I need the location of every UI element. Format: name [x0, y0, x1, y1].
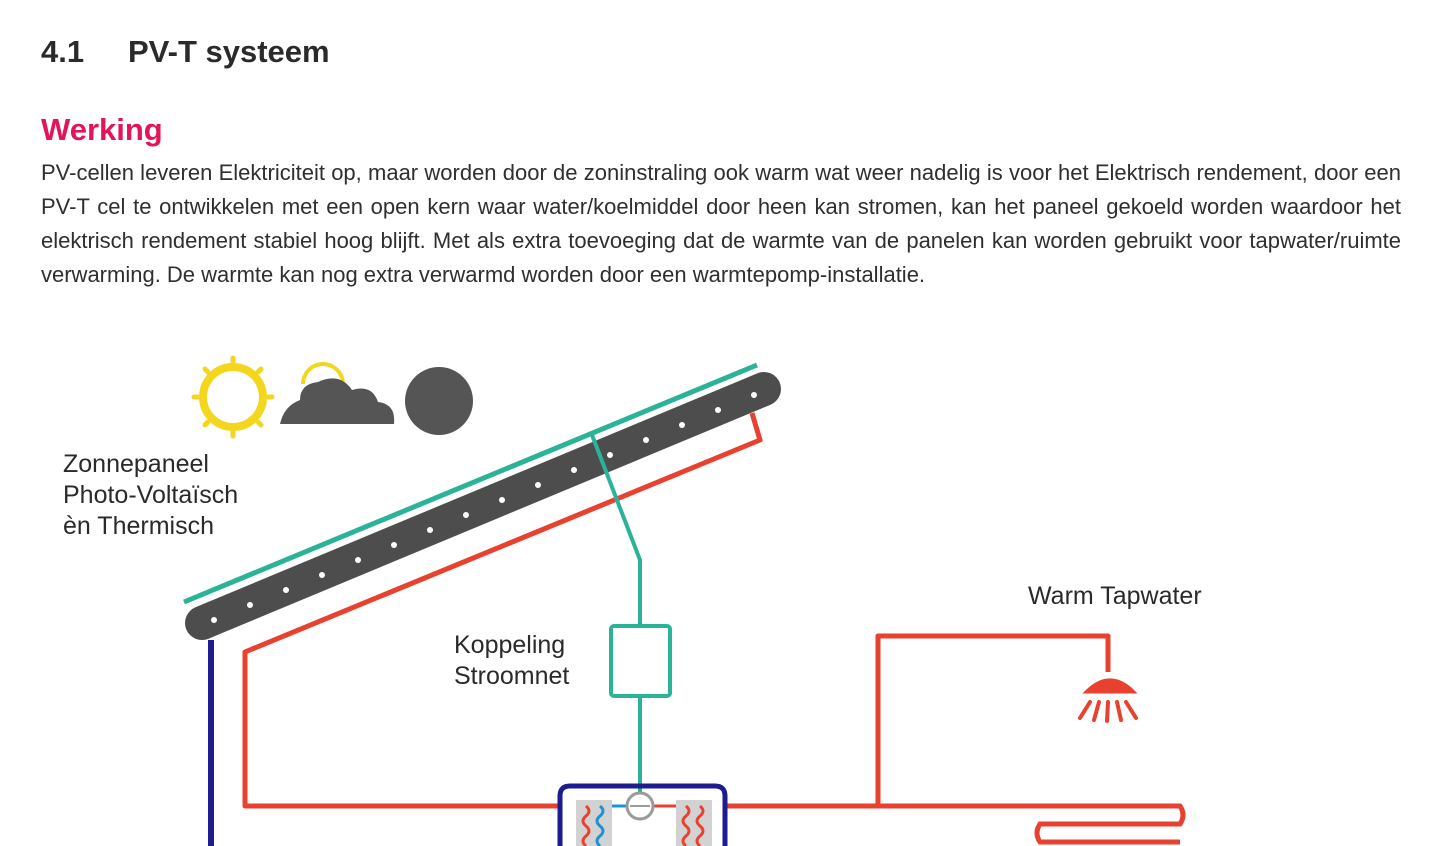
section-number: 4.1: [41, 34, 85, 69]
subheading-werking: Werking: [41, 112, 163, 147]
floor-heating-icon: [1037, 806, 1183, 842]
heat-pump: [560, 786, 725, 846]
shower-icon: [1080, 680, 1136, 721]
panel-label-line1: Zonnepaneel: [63, 450, 209, 478]
section-title: PV-T systeem: [128, 34, 330, 69]
night-icon: [405, 367, 473, 435]
tapwater-label: Warm Tapwater: [1028, 582, 1202, 610]
panel-label-line2: Photo-Voltaïsch: [63, 481, 239, 509]
grid-connection-box: [611, 626, 670, 696]
panel-label: [63, 450, 245, 540]
sun-icon: [194, 358, 272, 436]
grid-label-line2: Stroomnet: [454, 662, 570, 690]
panel-label-line3: èn Thermisch: [63, 512, 214, 540]
grid-label-line1: Koppeling: [454, 631, 566, 659]
partly-cloudy-icon: [280, 364, 394, 424]
body-paragraph: PV-cellen leveren Elektriciteit op, maar worden door de zoninstraling ook warm wat weer nadelig is voor het Elektrisch rendement, door een PV-T cel te ontwikkelen met een open kern waar water/koelmiddel door heen kan stromen, kan het paneel gekoeld worden waardoor het elektrisch rendement stabiel hoog blijft. Met als extra toevoeging dat de warmte van de panelen kan worden gebruikt voor tapwater/ruimte verwarming. De warmte kan nog extra verwarmd worden door een warmtepomp-installatie.: [41, 160, 1401, 287]
grid-label: [454, 631, 572, 690]
electric-wire: [592, 435, 640, 796]
